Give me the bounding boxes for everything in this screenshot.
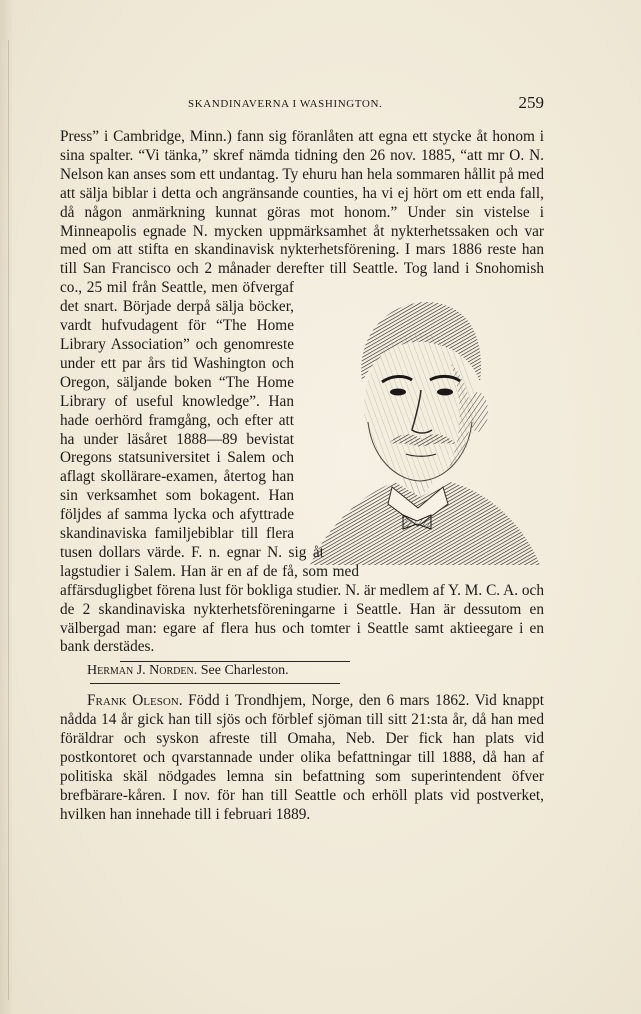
cross-reference-text: See Charleston. bbox=[200, 663, 289, 679]
paragraph-oleson-name: Frank Oleson. bbox=[87, 692, 183, 710]
page-number: 259 bbox=[518, 93, 544, 112]
running-head-title: SKANDINAVERNA I WASHINGTON. bbox=[188, 98, 383, 110]
binding-shadow bbox=[8, 40, 9, 1000]
paragraph-nelson-continued: Tog land i Snohomish co., 25 mil från Seattle, men öfvergaf det snart. Började derpå sälja böcker, vardt hufvudagent för “The Home Library Association” och genomreste under ett par års tid Washington och Oregon, säljande boken “The Home Library of useful knowledge”. Han hade oerhörd framgång, och efter att ha under läsåret 1888—89 bevistat Oregons statsuniversitet i Salem och aflagt skollärare-examen, återtog han sin verksamhet som bokagent. Han följdes af samma lycka och afyttrade skandinaviska familjebiblar till flera tusen dollars värde. F. n. egnar N. sig åt lagstudier i Salem. Han är en af de få, som med affärsdugligbet förena lust för bokliga studier. N. är medlem af Y. M. C. A. och de 2 skandinaviska nykterhetsföreningarne i Seattle. Han är dessutom en välbergad man: egare af flera hus och tomter i Seattle samt aktieegare i en bank derstädes. bbox=[60, 260, 544, 656]
section-rule-bottom bbox=[90, 683, 340, 684]
paragraph-oleson bbox=[60, 692, 544, 824]
paragraph-oleson-text: Född i Trondhjem, Norge, den 6 mars 1862. Vid knappt nådda 14 år gick han till sjös och förblef sjöman till sitt 21:sta år, då han med föräldrar och syskon afreste till Omaha, Neb. Der fick han plats vid postkontoret och qvarstannade under olika befattningar till 1888, då han af politiska skäl nödgades lemna sin befattning som superintendent öfver brefbärare-kåren. I nov. för han till Seattle och erhöll plats vid postverket, hvilken han innehade till i februari 1889. bbox=[60, 692, 544, 823]
cross-reference-name: Herman J. Norden. bbox=[87, 663, 198, 679]
portrait-engraving bbox=[300, 282, 544, 568]
running-head bbox=[60, 93, 544, 115]
body-text bbox=[60, 128, 544, 825]
paragraph-nelson-text: Press” i Cambridge, Minn.) fann sig föranlåten att egna ett stycke åt honom i sina spalter. “Vi tänka,” skref nämda tidning den 26 nov. 1885, “att mr O. N. Nelson kan anses som ett undantag. Ty ehuru han hela sommaren hållit på med att sälja biblar i detta och angränsande counties, ha vi ej hört om ett enda fall, då någon anmärkning kunnat göras mot honom.” Under sin vistelse i Minneapolis egnade N. mycken uppmärksamhet åt nykterhetssaken och var med om att stifta en skandinavisk nykterhetsförening. I mars 1886 reste han till San Francisco och 2 månader derefter till Seattle. bbox=[60, 128, 544, 278]
paragraph-nelson bbox=[60, 128, 544, 657]
cross-reference bbox=[60, 662, 544, 681]
